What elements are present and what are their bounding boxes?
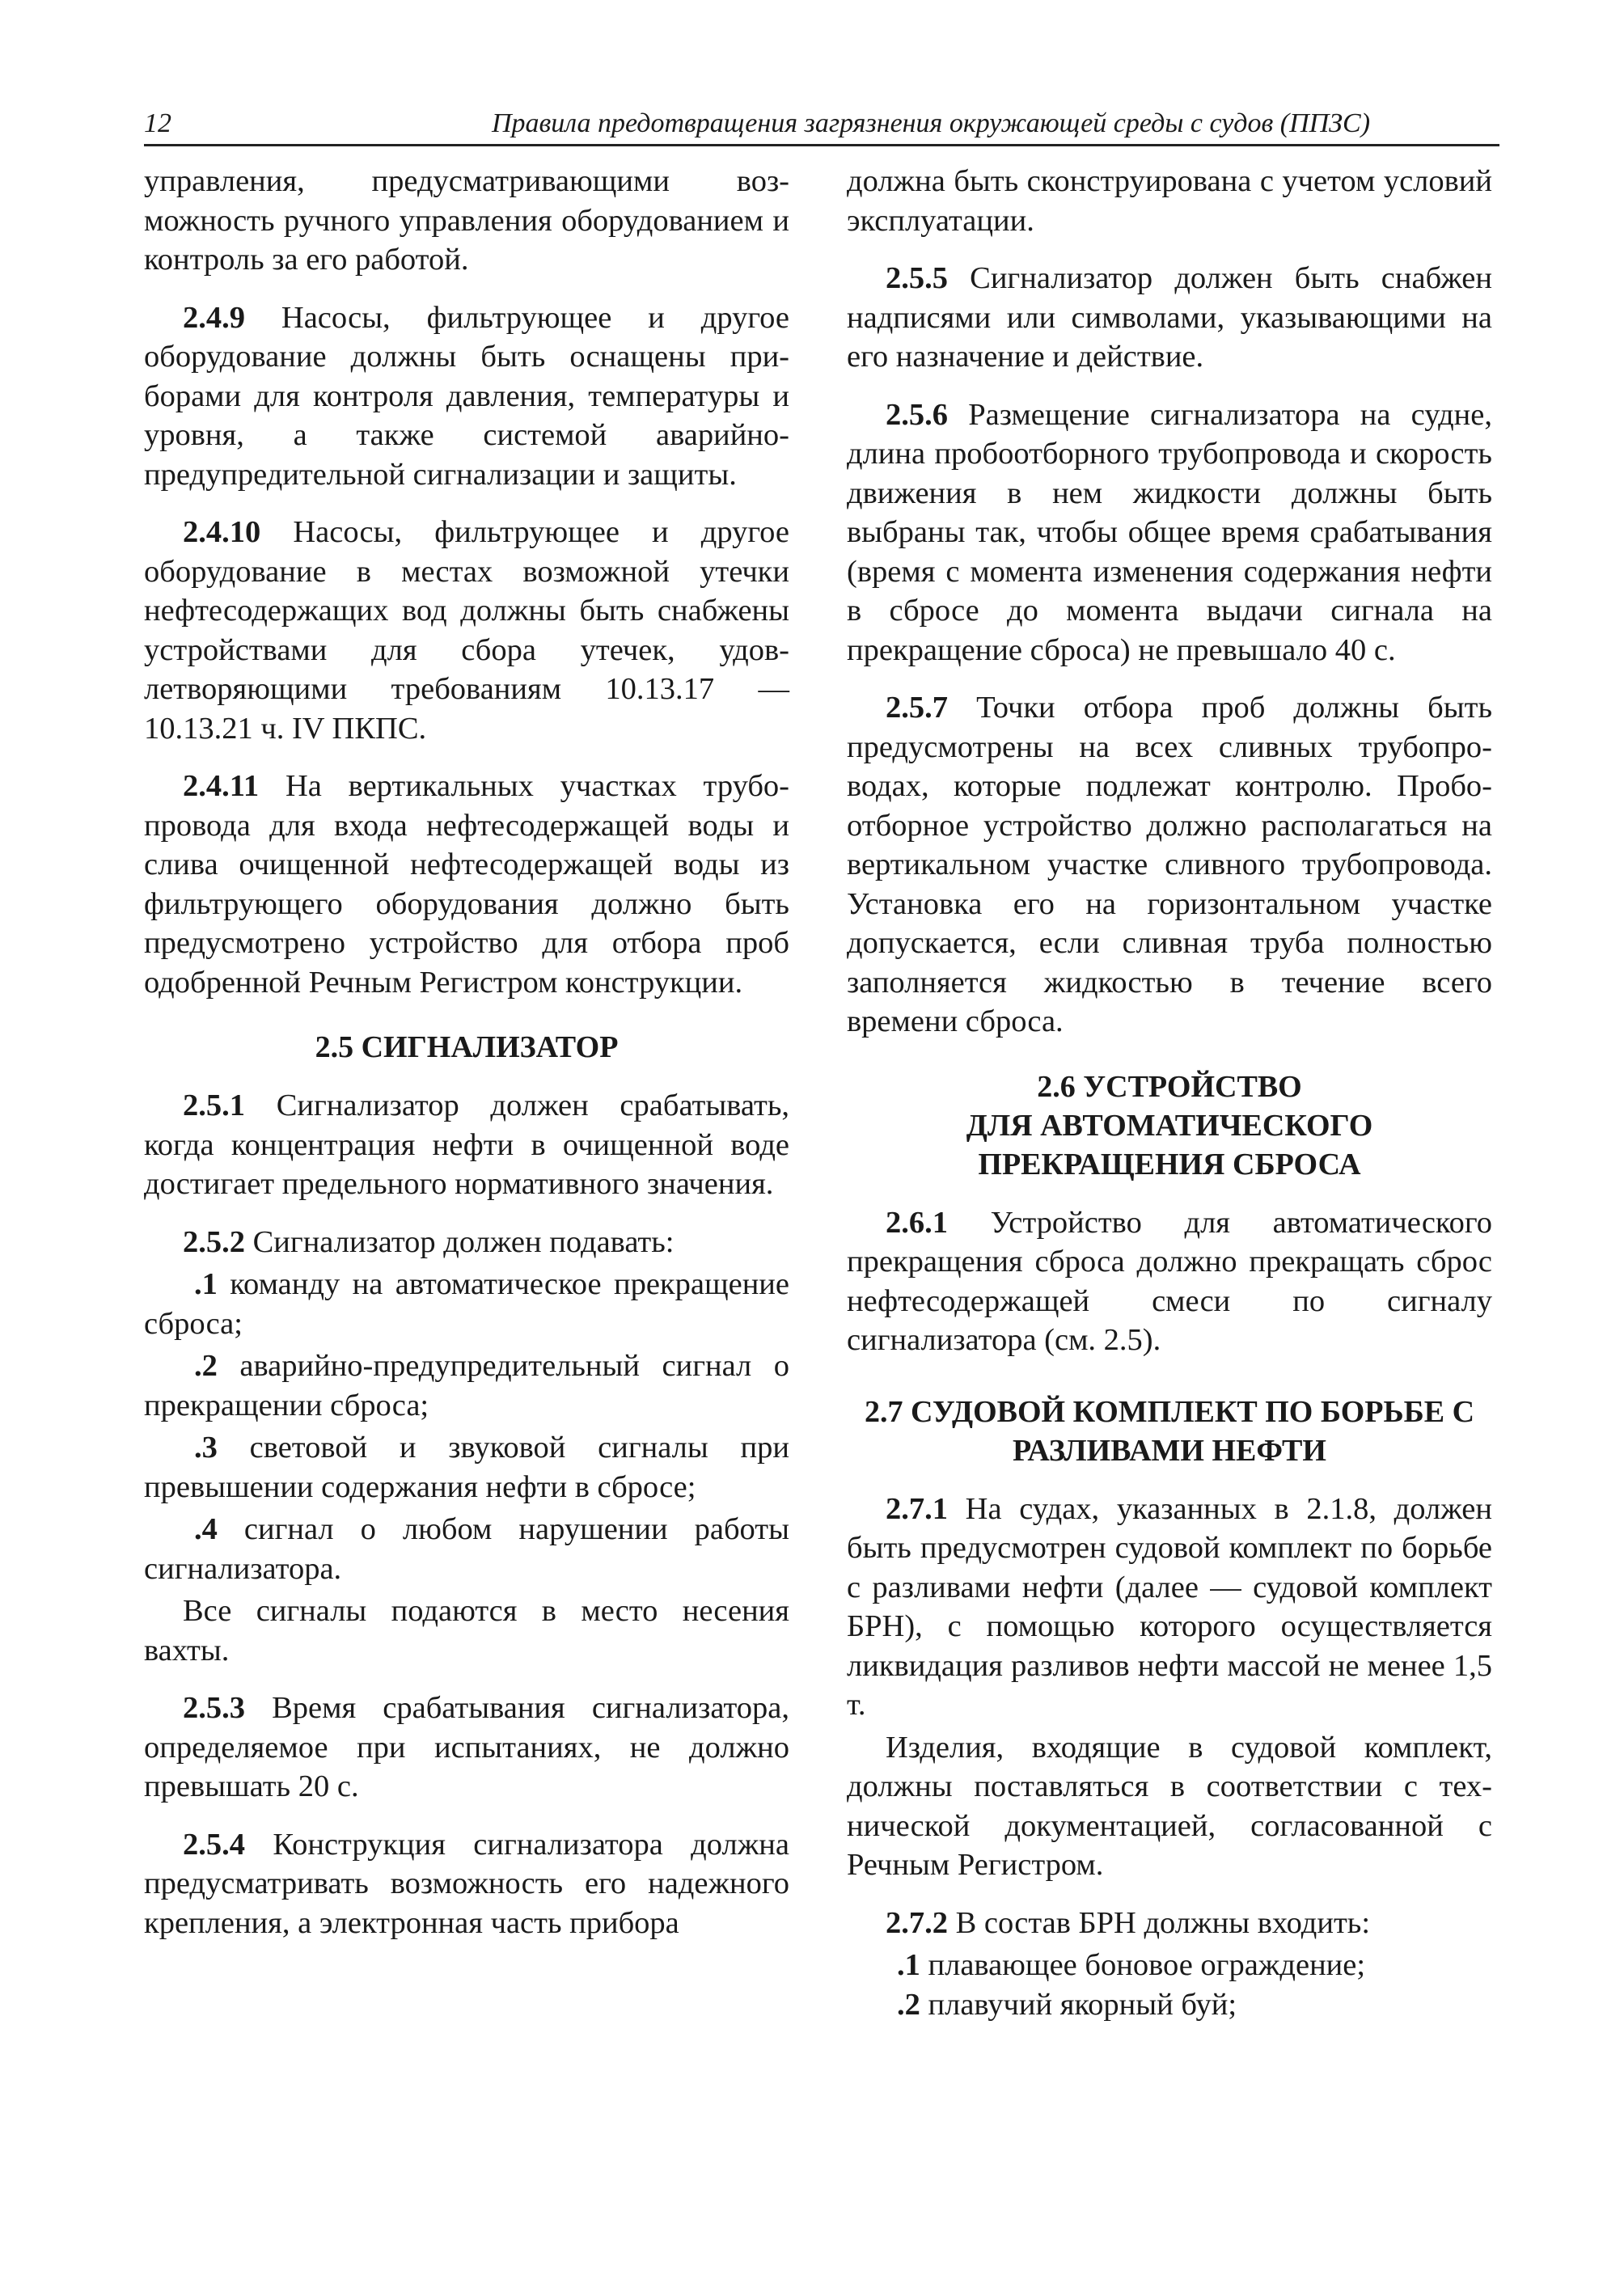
paragraph-2-5-1	[144, 1086, 789, 1204]
clause-number: 2.5.7	[886, 691, 948, 725]
item-text: аварийно-предупредительный сигнал о прекращении сброса;	[144, 1349, 789, 1422]
item-text: световой и звуковой сигналы при превышении содержания нефти в сбросе;	[144, 1431, 789, 1504]
item-text: плавучий якорный буй;	[920, 1987, 1237, 2022]
clause-text: На вертикальных участках трубопровода для входа нефтесодержащей воды и слива очищенной нефтесодержащей воды из фильтрующего оборудования должно быть предусмотрено устройство для отбора проб одобренной Речным Регистром конструкции.	[144, 769, 789, 1000]
item-text: плавающее боновое ограждение;	[920, 1948, 1366, 1982]
item-number: .2	[194, 1349, 218, 1383]
clause-text: Устройство для автоматического прекращения сброса должно прекращать сброс нефтесодержащей смеси по сигналу сигнализатора (см. 2.5).	[847, 1205, 1492, 1357]
section-heading-2-7	[847, 1393, 1492, 1470]
list-item	[847, 1985, 1492, 2025]
clause-number: 2.5.5	[886, 261, 948, 295]
heading-line: РАЗЛИВАМИ НЕФТИ	[1013, 1433, 1326, 1468]
clause-number: 2.5.6	[886, 397, 948, 432]
paragraph-2-7-2	[847, 1904, 1492, 1943]
paragraph-2-6-1	[847, 1203, 1492, 1360]
paragraph-2-5-5	[847, 259, 1492, 377]
heading-line: ДЛЯ АВТОМАТИЧЕСКОГО	[966, 1108, 1373, 1143]
list-item	[144, 1265, 789, 1343]
item-number: .1	[897, 1948, 920, 1982]
heading-line: 2.7 СУДОВОЙ КОМПЛЕКТ ПО БОРЬБЕ С	[864, 1394, 1475, 1429]
paragraph-2-5-2	[144, 1223, 789, 1262]
clause-number: 2.7.1	[886, 1491, 948, 1526]
paragraph-2-5-7	[847, 688, 1492, 1042]
paragraph-continuation: должна быть сконструирована с учетом условий эксплуатации.	[847, 164, 1492, 238]
paragraph-2-4-9	[144, 298, 789, 495]
item-text: сигнал о любом нарушении работы сигнализатора.	[144, 1512, 789, 1586]
paragraph-2-5-3	[144, 1689, 789, 1807]
paragraph-2-4-11	[144, 767, 789, 1002]
clause-number: 2.6.1	[886, 1205, 948, 1240]
clause-text: Конструкция сигнализатора должна предусматривать возможность его надежного крепления, а электронная часть прибора	[144, 1827, 789, 1940]
paragraph-2-5-4	[144, 1825, 789, 1943]
item-number: .4	[194, 1512, 218, 1546]
section-heading-2-6	[847, 1067, 1492, 1184]
page-number: 12	[144, 108, 171, 138]
clause-text: Сигнализатор должен срабатывать, когда концентрация нефти в очищенной воде достигает предельного нормативного значения.	[144, 1088, 789, 1201]
list-item	[144, 1428, 789, 1507]
list-item	[144, 1510, 789, 1588]
clause-number: 2.4.9	[183, 300, 245, 335]
item-text: команду на автоматическое прекращение сброса;	[144, 1267, 789, 1341]
item-number: .1	[194, 1267, 218, 1301]
section-heading-2-5: 2.5 СИГНАЛИЗАТОР	[315, 1030, 619, 1064]
heading-line: ПРЕКРАЩЕНИЯ СБРОСА	[978, 1147, 1361, 1181]
paragraph-2-5-6	[847, 395, 1492, 670]
clause-text: В состав БРН должны входить:	[948, 1905, 1371, 1940]
clause-text: Сигнализатор должен подавать:	[245, 1224, 675, 1259]
left-column	[144, 162, 789, 1961]
paragraph-continuation: управления, предусматривающими возможность ручного управления оборудованием и контроль за его работой.	[144, 164, 789, 277]
clause-number: 2.5.2	[183, 1224, 245, 1259]
item-number: .3	[194, 1431, 218, 1465]
clause-text: На судах, указанных в 2.1.8, должен быть предусмотрен судовой комплект по борьбе с разливами нефти (далее — судовой комплект БРН), с помощью которого осуществляется ликвидация разливов нефти массой не менее 1,5 т.	[847, 1491, 1492, 1722]
clause-number: 2.4.11	[183, 769, 260, 803]
paragraph-2-7-1	[847, 1490, 1492, 1725]
item-number: .2	[897, 1987, 920, 2022]
clause-text: Размещение сигнализатора на судне, длина пробоотборного трубопровода и скорость движения в нем жидкости должны быть выбраны так, чтобы общее время срабатывания (время с момента изменения содержания нефти в сбросе до момента выдачи сигнала на прекращение сброса) не превышало 40 с.	[847, 397, 1492, 667]
paragraph-all-signals: Все сигналы подаются в место несения вахты.	[144, 1594, 789, 1668]
running-header	[144, 104, 1499, 146]
clause-number: 2.5.1	[183, 1088, 245, 1122]
right-column	[847, 162, 1492, 2024]
paragraph-2-4-10	[144, 513, 789, 748]
running-title: Правила предотвращения загрязнения окружающей среды с судов (ППЗС)	[491, 108, 1371, 138]
paragraph-items: Изделия, входящие в судовой комплект, должны поставляться в соответствии с технической документацией, согласованной с Речным Регистром.	[847, 1730, 1492, 1882]
clause-text: Время срабатывания сигнализатора, определяемое при испытаниях, не должно превышать 20 с.	[144, 1691, 789, 1803]
list-item	[847, 1946, 1492, 1985]
clause-text: Насосы, фильтрующее и другое оборудование в местах возможной утечки нефтесодержащих вод должны быть снабжены устройствами для сбора утечек, удовлетворяющими требованиям 10.13.17 — 10.13.21 ч. IV ПКПС.	[144, 515, 789, 746]
clause-number: 2.5.4	[183, 1827, 245, 1862]
clause-number: 2.5.3	[183, 1691, 245, 1725]
clause-number: 2.7.2	[886, 1905, 948, 1940]
clause-text: Сигнализатор должен быть снабжен надписями или символами, указывающими на его назначение и действие.	[847, 261, 1492, 374]
clause-number: 2.4.10	[183, 515, 261, 549]
clause-text: Точки отбора проб должны быть предусмотрены на всех сливных трубопроводах, которые подлежат контролю. Пробоотборное устройство должно располагаться на вертикальном участке сливного трубопровода. Установка его на горизонтальном участке допускается, если сливная труба полностью заполняется жидкостью в течение всего времени сброса.	[847, 691, 1492, 1038]
heading-line: 2.6 УСТРОЙСТВО	[1037, 1069, 1302, 1104]
list-item	[144, 1346, 789, 1425]
clause-text: Насосы, фильтрующее и другое оборудование должны быть оснащены приборами для контроля давления, температуры и уровня, а также системой аварийно-предупредительной сигнализации и защиты.	[144, 300, 789, 492]
